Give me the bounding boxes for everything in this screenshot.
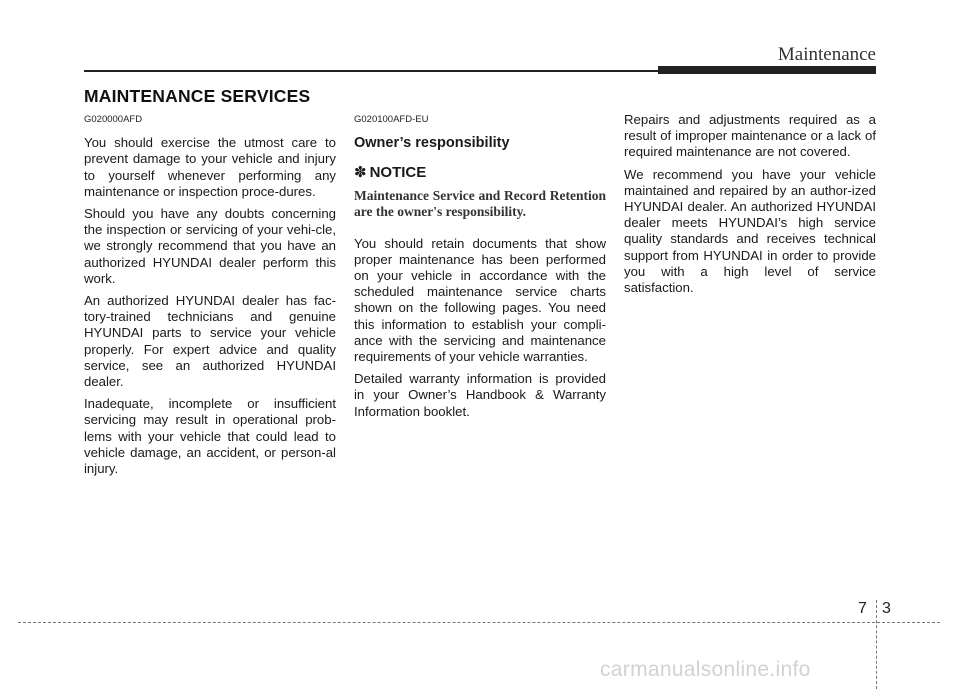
paragraph: Should you have any doubts concerning the inspection or servicing of your vehi-cle, we strongly recommend that you have an authorized HYUNDAI dealer perform this work.	[84, 206, 336, 286]
section-code: G020100AFD-EU	[354, 114, 429, 125]
page-number: 3	[882, 600, 891, 617]
paragraph: Repairs and adjustments required as a result of improper maintenance or a lack of required maintenance are not covered.	[624, 112, 876, 160]
column-3	[624, 112, 876, 302]
paragraph: Inadequate, incomplete or insufficient servicing may result in operational prob-lems with your vehicle that could lead to vehicle damage, an accident, or person-al injury.	[84, 396, 336, 477]
footer-page-divider	[876, 600, 877, 689]
notice-heading	[354, 165, 606, 181]
paragraph: You should exercise the utmost care to prevent damage to your vehicle and injury to yourself whenever performing any maintenance or inspection proce-dures.	[84, 135, 336, 199]
paragraph: An authorized HYUNDAI dealer has fac-tory-trained technicians and genuine HYUNDAI parts to service your vehicle properly. For expert advice and quality service, see an authorized HYUNDAI dealer.	[84, 293, 336, 390]
section-code: G020000AFD	[84, 114, 143, 125]
notice-star-icon: ✽	[354, 164, 367, 182]
header-title: Maintenance	[777, 44, 876, 65]
header-rule-thick	[658, 66, 876, 74]
chapter-number: 7	[858, 600, 867, 617]
subsection-heading: Owner’s responsibility	[354, 135, 510, 152]
paragraph: Detailed warranty information is provided in your Owner’s Handbook & Warranty Information booklet.	[354, 371, 606, 419]
notice-label: NOTICE	[369, 164, 427, 182]
notice-text: Maintenance Service and Record Retention are the owner's responsibility.	[354, 187, 606, 219]
column-1	[84, 112, 336, 483]
paragraph: We recommend you have your vehicle maintained and repaired by an author-ized HYUNDAI dealer. An authorized HYUNDAI dealer meets HYUNDAI’s high service quality standards and receives technical support from HYUNDAI in order to provide you with a high level of service satisfaction.	[624, 166, 876, 296]
column-2	[354, 112, 606, 426]
paragraph: You should retain documents that show proper maintenance has been performed on your vehicle in accordance with the scheduled maintenance service charts shown on the following pages. You need this information to establish your compli-ance with the servicing and maintenance requirements of your vehicle warranties.	[354, 235, 606, 365]
footer-divider	[18, 622, 940, 623]
watermark: carmanualsonline.info	[600, 658, 811, 681]
header-rule	[84, 70, 660, 72]
section-title: MAINTENANCE SERVICES	[84, 86, 311, 106]
